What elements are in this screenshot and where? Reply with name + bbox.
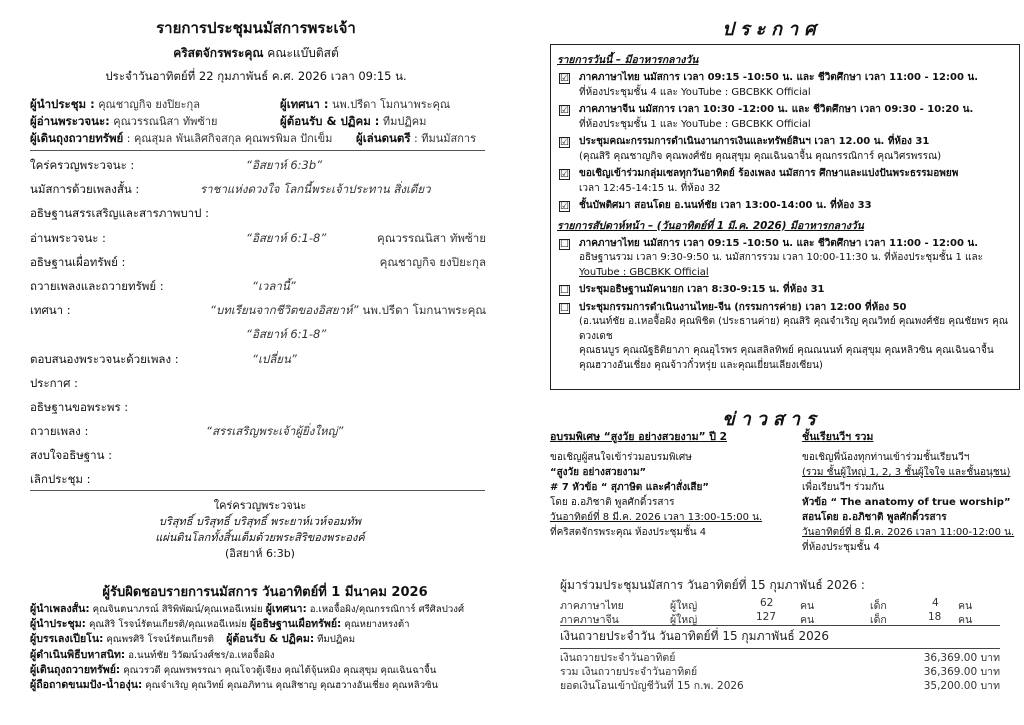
news-right-heading: ชั้นเรียนวีฯ รวม (802, 431, 874, 443)
call-ref: (อิสยาห์ 6:3b) (225, 547, 295, 560)
news-section (550, 430, 1020, 570)
news-right: ชั้นเรียนวีฯ รวม ขอเชิญพี่น้องทุกท่านเข้าร่วมชั้นเรียนวีฯ (รวม ชั้นผู้ใหญ่ 1, 2, 3 ชั้นผู้ใจใจ และชั้นอนุชน) เพื่อเรียนวีฯ ร่วมกัน หัวข้อ “ The anatomy of true worship” สอนโดย อ.อภิชาติ พูลศักดิ์วรสาร วันอาทิตย์ที่ 8 มี.ค. 2026 เวลา 11:00-12:00 น. ที่ห้องประชุมชั้น 4 (802, 430, 1024, 555)
checkbox-checked-icon: ☑ (560, 137, 569, 148)
announcement-item: ☑ ชั้นบัพติศมา สอนโดย อ.นนท์ชัย เวลา 13:00-14:00 น. ที่ห้อง 33 (560, 200, 872, 212)
right-column (520, 0, 1024, 725)
order-row: ประกาศ : (30, 375, 78, 390)
church-name: คริสตจักรพระคุณ คณะแบ๊บติสต์ (173, 46, 339, 60)
offering-row: รวม เงินถวายประจำวันอาทิตย์ 36,369.00 บาท (560, 666, 1000, 678)
announcement-item: ☐ ประชุมกรรมการดำเนินงานไทย-จีน (กรรมการค่าย) เวลา 12:00 ที่ห้อง 50 (อ.นนท์ชัย อ.เหอจื้อผิง คุณพิชิต (ประธานค่าย) คุณสิริ คุณจำเริญ คุณวิทย์ คุณพงศ์ชัย คุณชัยพร คุณดวงเดช คุณธนบูร คุณณัฐธิติยาภา คุณอุไรพร คุณสลิลทิพย์ คุณณนนท์ คุณสุขุม คุณหลิวซิน คุณเฉินฉาจื้น คุณฮวางอันเชี่ยง คุณจ้าวกั๋วหรุ่ย และคุณเยี่ยนเลียงเซียน) (560, 301, 1009, 371)
people-list (30, 95, 512, 155)
checkbox-checked-icon: ☑ (560, 201, 569, 212)
order-row: ตอบสนองพระวจนะด้วยเพลง : “เปลี่ยน” (30, 351, 297, 366)
announcements-title: ประกาศ (722, 19, 822, 40)
roster-row: ผู้ถือถาดขนมปัง-น้ำองุ่น: คุณจำเริญ คุณวิทย์ คุณอภิทาน คุณสิชาญ คุณฮวางอันเชี่ยง คุณหลิวซิน (30, 679, 439, 692)
roster-row: ผู้นำประชุม: คุณสิริ โรจน์รัตนเกียรติ/คุณเหอฉีเหม่ย ผู้อธิษฐานเผื่อทรัพย์: คุณหยางหรงต้า (30, 618, 410, 631)
roster-title: ผู้รับผิดชอบรายการนมัสการ วันอาทิตย์ที่ 1 มีนาคม 2026 (102, 585, 428, 600)
news-left-heading: อบรมพิเศษ “สูงวัย อย่างสวยงาม” ปี 2 (550, 431, 728, 443)
person-row: ผู้ต้อนรับ & ปฏิคม : ทีมปฏิคม (280, 114, 427, 128)
stats-section (560, 576, 1000, 691)
service-header (0, 16, 512, 86)
attendance-row: ภาคภาษาจีน ผู้ใหญ่ 127 คน เด็ก 18 คน (560, 611, 973, 626)
announcement-item: ☑ ขอเชิญเข้าร่วมกลุ่มเซลทุกวันอาทิตย์ ร้องเพลง นมัสการ ศึกษาและแบ่งปันพระธรรมอพยพ เวลา 12:45-14:15 น. ที่ห้อง 32 (560, 168, 959, 194)
offering-title: เงินถวายประจำวัน วันอาทิตย์ที่ 15 กุมภาพันธ์ 2026 (560, 629, 830, 643)
divider (30, 490, 485, 491)
section-today: รายการวันนี้ – มีอาหารกลางวัน (557, 54, 699, 66)
roster-row: ผู้เดินถุงถวายทรัพย์: คุณวรวดี คุณพรพรรณา คุณโจวตู้เจียง คุณไต้จุ้นหมิง คุณสุขุม คุณเฉินฉาจื้น (30, 663, 437, 676)
attendance-row: ภาคภาษาไทย ผู้ใหญ่ 62 คน เด็ก 4 คน (560, 597, 973, 612)
order-row: อธิษฐานขอพระพร : (30, 399, 129, 414)
call-title: ใคร่ครวญพระวจนะ (213, 499, 307, 512)
checkbox-checked-icon: ☑ (560, 73, 569, 84)
order-row: อธิษฐานสรรเสริญและสารภาพบาป : (30, 206, 209, 221)
order-row: อ่านพระวจนะ : “อิสยาห์ 6:1-8” คุณวรรณนิสา ทัพซ้าย (30, 230, 486, 245)
checkbox-checked-icon: ☑ (560, 105, 569, 116)
order-row: นมัสการด้วยเพลงสั้น : ราชาแห่งดวงใจ โลกนี้พระเจ้าประทาน สิ่งเดียว (30, 182, 431, 197)
announcement-item: ☑ ประชุมคณะกรรมการดำเนินงานการเงินและทรัพย์สินฯ เวลา 12.00 น. ที่ห้อง 31 (คุณสิริ คุณชาญกิจ คุณพงศ์ชัย คุณสุขุม คุณเฉินฉาจื้น คุณกรรณิการ์ คุณวิศรพรรณ) (560, 136, 942, 162)
checkbox-empty-icon: ☐ (560, 285, 569, 296)
announcement-item: ☑ ภาคภาษาไทย นมัสการ เวลา 09:15 -10:50 น. และ ชีวิตศึกษา เวลา 11:00 - 12:00 น. ที่ห้องประชุมชั้น 4 และ YouTube : GBCBKK Official (560, 72, 979, 98)
announcement-item: ☑ ภาคภาษาจีน นมัสการ เวลา 10:30 -12:00 น. และ ชีวิตศึกษา เวลา 09:30 - 10:20 น. ที่ห้องประชุมชั้น 1 และ YouTube : GBCBKK Official (560, 104, 974, 130)
roster-row: ผู้ดำเนินพิธีบหาสนิท: อ.นนท์ชัย วิวัฒน์วงศ์ชร/อ.เหอจื้อผิง (30, 648, 275, 661)
news-left: อบรมพิเศษ “สูงวัย อย่างสวยงาม” ปี 2 ขอเชิญผู้สนใจเข้าร่วมอบรมพิเศษ “สูงวัย อย่างสวยงาม” # 7 หัวข้อ “ สุภาษิต และคำสั่งเสีย” โดย อ.อภิชาติ พูลศักดิ์วรสาร วันอาทิตย์ที่ 8 มี.ค. 2026 เวลา 13:00-15:00 น. ที่คริสตจักรพระคุณ ห้องประชุมชั้น 4 (550, 430, 780, 540)
news-title: ข่าวสาร (722, 409, 822, 430)
next-week-roster (30, 581, 500, 693)
section-next-week: รายการสัปดาห์หน้า – (วันอาทิตย์ที่ 1 มี.ค. 2026) มีอาหารกลางวัน (557, 219, 864, 232)
offering-row: เงินถวายประจำวันอาทิตย์ 36,369.00 บาท (560, 652, 1000, 664)
order-row: ถวายเพลง : “สรรเสริญพระเจ้าผู้ยิ่งใหญ่” (30, 424, 344, 439)
offering-row: ยอดเงินโอนเข้าบัญชีวันที่ 15 ก.พ. 2026 35,200.00 บาท (560, 680, 1000, 692)
order-row: เทศนา : “บทเรียนจากชีวิตของอิสยาห์” นพ.ปรีดา โมกนาพระคุณ (30, 303, 486, 318)
announcement-item: ☐ ภาคภาษาไทย นมัสการ เวลา 09:15 -10:50 น. และ ชีวิตศึกษา เวลา 11:00 - 12:00 น. อธิษฐานรวม เวลา 9:30-9:50 น. นมัสการรวม เวลา 10:00-11:30 น. ที่ห้องประชุมชั้น 1 และ YouTube : GBCBKK Official (560, 237, 984, 278)
checkbox-checked-icon: ☑ (560, 169, 569, 180)
person-row: ผู้เดินถุงถวายทรัพย์ : คุณสุมล พันเลิศกิจสกุล คุณพรพิมล ปักเข็ม (30, 131, 333, 145)
person-row: ผู้อ่านพระวจนะ: คุณวรรณนิสา ทัพซ้าย (30, 114, 218, 128)
divider (560, 625, 1000, 626)
person-row: ผู้เทศนา : นพ.ปรีดา โมกนาพระคุณ (280, 97, 451, 111)
announcement-item: ☐ ประชุมอธิษฐานมัคนายก เวลา 8:30-9:15 น. ที่ห้อง 31 (560, 284, 825, 296)
order-row: ใคร่ครวญพระวจนะ : “อิสยาห์ 6:3b” (30, 158, 323, 172)
order-row: “อิสยาห์ 6:1-8” (246, 327, 327, 342)
checkbox-empty-icon: ☐ (560, 238, 569, 250)
roster-row: ผู้บรรเลงเปียโน: คุณพรศิริ โรจน์รัตนเกียรติ ผู้ต้อนรับ & ปฏิคม: ทีมปฏิคม (30, 633, 356, 646)
order-row: เลิกประชุม : (30, 472, 91, 487)
roster-row: ผู้นำเพลงสั้น: คุณจินตนาภรณ์ สิริพิพัฒน์/คุณเหอฉีเหม่ย ผู้เทศนา: อ.เหอจื้อผิง/คุณกรรณิการ์ ศรีศิลปวงศ์ (30, 603, 465, 615)
service-date: ประจำวันอาทิตย์ที่ 22 กุมภาพันธ์ ค.ศ. 2026 เวลา 09:15 น. (105, 69, 407, 83)
person-row: ผู้นำประชุม : คุณชาญกิจ ยงปิยะกุล (30, 97, 200, 111)
checkbox-empty-icon: ☐ (560, 302, 569, 314)
order-row: ถวายเพลงและถวายทรัพย์ : “เวลานี้” (30, 278, 296, 293)
divider (30, 150, 485, 151)
call-line: แผ่นดินโลกทั้งสิ้นเต็มด้วยพระสิริของพระองค์ (155, 531, 365, 544)
order-of-service (30, 154, 490, 493)
call-to-worship (30, 498, 490, 562)
service-title: รายการประชุมนมัสการพระเจ้า (156, 19, 356, 37)
order-row: สงบใจอธิษฐาน : (30, 448, 112, 463)
call-line: บริสุทธิ์ บริสุทธิ์ บริสุทธิ์ พระยาห์เวห์จอมทัพ (158, 515, 362, 528)
order-row: อธิษฐานเผื่อทรัพย์ : คุณชาญกิจ ยงปิยะกุล (30, 254, 486, 269)
person-row: ผู้เล่นดนตรี : ทีมนมัสการ (356, 131, 476, 145)
announcements-box (550, 44, 1020, 390)
attendance-title: ผู้มาร่วมประชุมนมัสการ วันอาทิตย์ที่ 15 กุมภาพันธ์ 2026 : (560, 578, 865, 592)
